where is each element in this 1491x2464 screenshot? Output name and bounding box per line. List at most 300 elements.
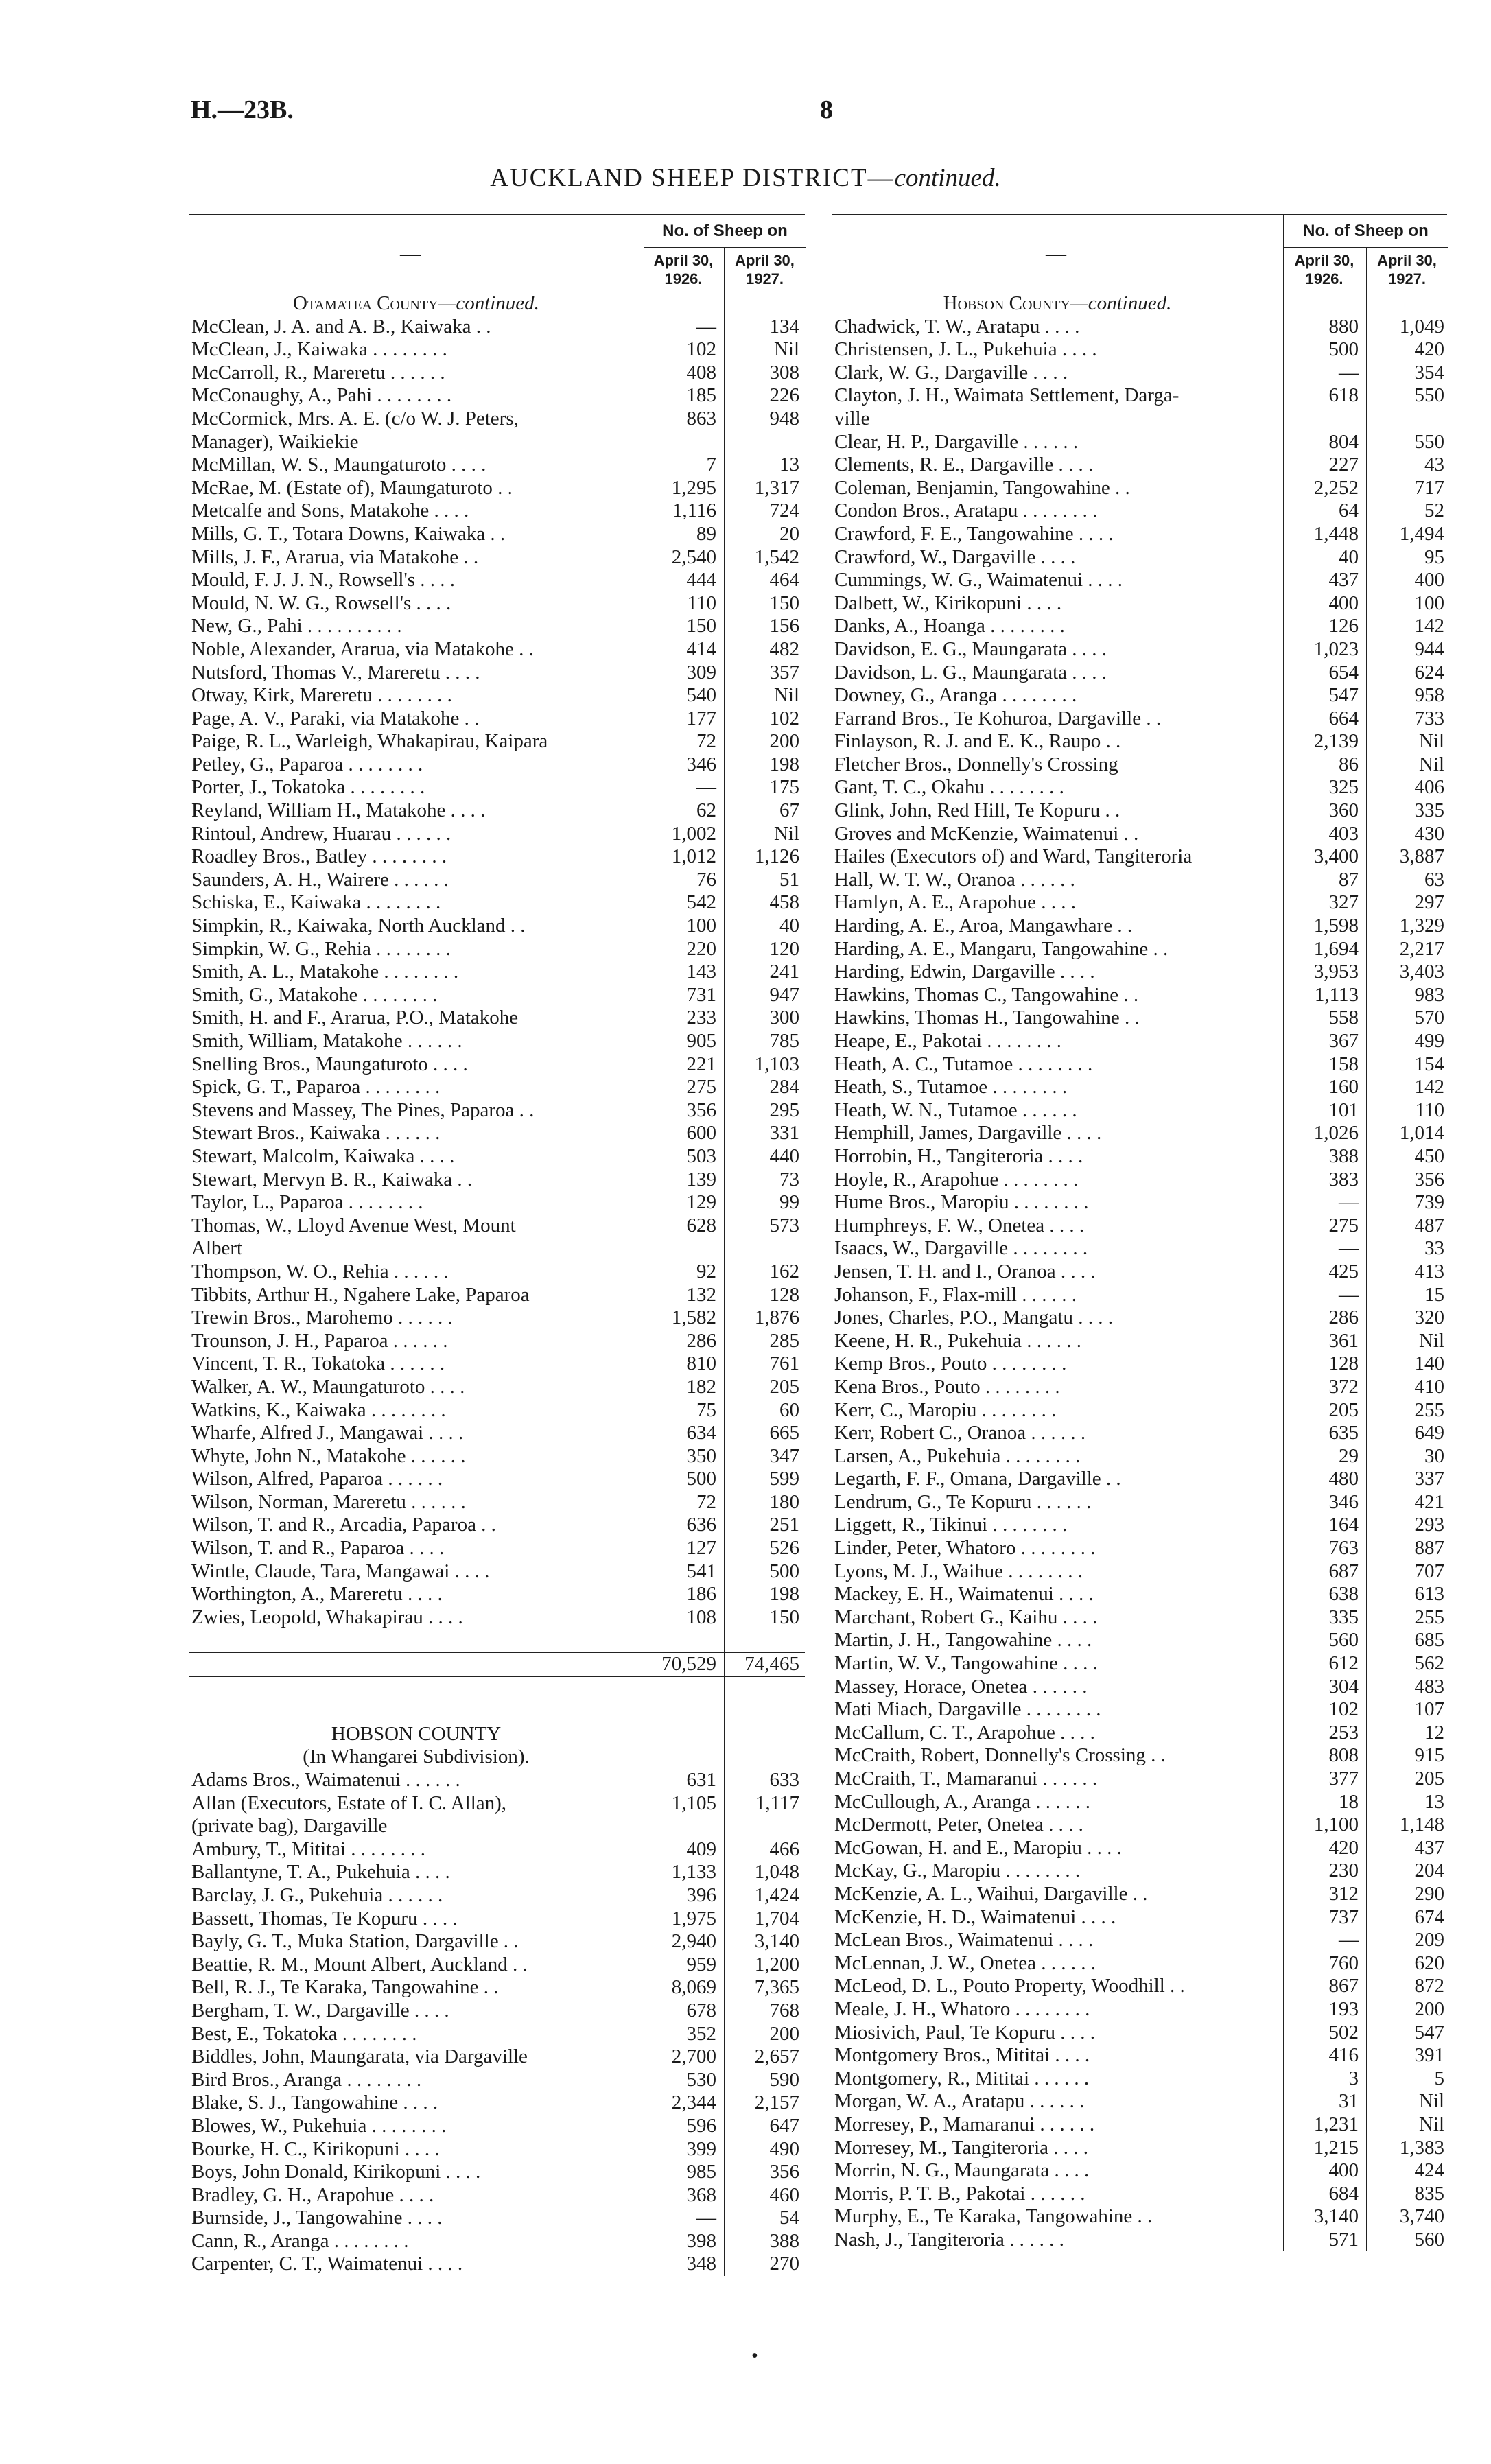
sheep-1926: 177 <box>686 707 716 729</box>
sheep-1927: 1,329 <box>1399 915 1444 937</box>
total-row <box>189 1652 805 1677</box>
sheep-1926: 737 <box>1328 1905 1359 1928</box>
table-row <box>832 1445 1447 1468</box>
sheep-1927: 43 <box>1424 454 1444 476</box>
sheep-1926: 76 <box>696 868 716 891</box>
sheep-1927: 835 <box>1414 2182 1444 2205</box>
section-heading <box>832 292 1447 316</box>
table-row <box>189 2161 805 2184</box>
sheep-1927: 51 <box>779 868 799 891</box>
sheep-1926: 3,140 <box>1313 2205 1359 2228</box>
owner-name: McRae, M. (Estate of), Maungaturoto . . <box>191 476 513 499</box>
owner-name: Danks, A., Hoanga . . . . . . . . <box>834 615 1065 637</box>
sheep-1927: 547 <box>1414 2021 1444 2043</box>
owner-name: Kena Bros., Pouto . . . . . . . . <box>834 1375 1060 1398</box>
owner-name: Thomas, W., Lloyd Avenue West, Mount <box>191 1214 516 1236</box>
table-row <box>189 961 805 984</box>
owner-name: Condon Bros., Aratapu . . . . . . . . <box>834 500 1098 522</box>
owner-name: Stewart, Mervyn B. R., Kaiwaka . . <box>191 1168 473 1190</box>
owner-name: Adams Bros., Waimatenui . . . . . . <box>191 1769 460 1791</box>
sheep-1927: 570 <box>1414 1007 1444 1029</box>
sheep-1927: 887 <box>1414 1537 1444 1560</box>
sheep-1927: 421 <box>1414 1490 1444 1513</box>
owner-name: Rintoul, Andrew, Huarau . . . . . . <box>191 822 451 845</box>
owner-name: Glink, John, Red Hill, Te Kopuru . . <box>834 799 1120 822</box>
owner-name: Davidson, L. G., Maungarata . . . . <box>834 661 1107 683</box>
owner-name: Hailes (Executors of) and Ward, Tangiteroria <box>834 845 1193 868</box>
title-suffix: continued. <box>894 164 1001 192</box>
sheep-1926: 1,448 <box>1313 522 1359 545</box>
table-row <box>189 869 805 892</box>
sheep-1927: 110 <box>1415 1099 1444 1121</box>
sheep-1926: 500 <box>686 1468 716 1490</box>
table-row <box>832 1215 1447 1238</box>
owner-name: Cann, R., Aranga . . . . . . . . <box>191 2229 409 2252</box>
sheep-1927: 347 <box>769 1444 799 1467</box>
sheep-1927: 297 <box>1414 891 1444 914</box>
sheep-1927: 180 <box>769 1490 799 1513</box>
sheep-1926: 1,012 <box>671 845 716 868</box>
sheep-1927: 391 <box>1414 2044 1444 2067</box>
table-row <box>832 408 1447 431</box>
sheep-1926: 143 <box>686 961 716 983</box>
sheep-1927: 140 <box>1414 1352 1444 1375</box>
sheep-1926: 985 <box>686 2161 716 2183</box>
sheep-1926: — <box>1339 361 1359 384</box>
sheep-1926: 62 <box>696 799 716 822</box>
table-row <box>832 1814 1447 1837</box>
owner-name: Lendrum, G., Te Kopuru . . . . . . <box>834 1490 1092 1513</box>
sheep-1926: 87 <box>1339 868 1359 891</box>
sheep-1926: 867 <box>1328 1975 1359 1997</box>
sheep-1927: 154 <box>1414 1053 1444 1075</box>
owner-name: Dalbett, W., Kirikopuni . . . . <box>834 591 1062 614</box>
owner-name: New, G., Pahi . . . . . . . . . . <box>191 615 402 637</box>
sheep-1926: 1,023 <box>1313 637 1359 660</box>
table-row <box>832 1998 1447 2021</box>
sheep-1926: 1,295 <box>671 476 716 499</box>
sheep-1927: 52 <box>1424 500 1444 522</box>
table-row <box>189 1376 805 1399</box>
table-row <box>832 730 1447 753</box>
table-row <box>189 1514 805 1537</box>
owner-name: Beattie, R. M., Mount Albert, Auckland . . <box>191 1953 528 1975</box>
sheep-1927: 107 <box>1414 1698 1444 1721</box>
sheep-1926: 193 <box>1328 1997 1359 2020</box>
owner-name: Lyons, M. J., Waihue . . . . . . . . <box>834 1560 1083 1582</box>
sheep-1927: 388 <box>769 2229 799 2252</box>
sheep-1926: 560 <box>1328 1629 1359 1652</box>
sheep-1927: 1,014 <box>1399 1122 1444 1145</box>
sheep-1926: 3,953 <box>1313 961 1359 983</box>
owner-name: Best, E., Tokatoka . . . . . . . . <box>191 2022 417 2045</box>
table-row <box>832 938 1447 961</box>
table-row <box>832 1859 1447 1883</box>
sheep-1927: 142 <box>1414 1076 1444 1099</box>
sheep-1927: 200 <box>769 2022 799 2045</box>
owner-name: Mills, J. F., Ararua, via Matakohe . . <box>191 545 479 568</box>
sheep-1927: 120 <box>769 937 799 960</box>
sheep-1927: 948 <box>769 407 799 430</box>
sheep-1926: 92 <box>696 1260 716 1282</box>
sheep-1926: — <box>696 315 716 338</box>
owner-name: Mati Miach, Dargaville . . . . . . . . <box>834 1698 1101 1721</box>
table-row <box>832 1422 1447 1445</box>
owner-name: Crawford, F. E., Tangowahine . . . . <box>834 522 1114 545</box>
owner-name: Keene, H. R., Pukehuia . . . . . . <box>834 1329 1082 1352</box>
table-row <box>189 1953 805 1977</box>
sheep-1927: 270 <box>769 2253 799 2275</box>
table-row <box>189 1099 805 1123</box>
sheep-1926: 110 <box>687 591 716 614</box>
sheep-1926: 127 <box>686 1537 716 1560</box>
owner-name: Farrand Bros., Te Kohuroa, Dargaville . . <box>834 707 1162 729</box>
sheep-1927: 872 <box>1414 1975 1444 1997</box>
owner-name: Massey, Horace, Onetea . . . . . . <box>834 1675 1088 1698</box>
sheep-1926: 129 <box>686 1191 716 1214</box>
sheep-1927: 633 <box>769 1769 799 1791</box>
col-1927-header: April 30, 1927. <box>724 248 805 292</box>
sheep-1926: 500 <box>1328 338 1359 361</box>
sheep-1927: 560 <box>1414 2228 1444 2251</box>
sheep-1926: 1,133 <box>671 1861 716 1884</box>
sheep-1927: 3,403 <box>1399 961 1444 983</box>
table-row <box>832 500 1447 523</box>
sheep-1926: 101 <box>1328 1099 1359 1121</box>
sheep-1927: 102 <box>769 707 799 729</box>
owner-name: Petley, G., Paparoa . . . . . . . . <box>191 753 423 775</box>
sheep-1926: 678 <box>686 1999 716 2021</box>
sheep-1926: 388 <box>1328 1145 1359 1167</box>
sheep-1926: — <box>696 2207 716 2229</box>
sheep-1926: 150 <box>686 615 716 637</box>
sheep-1926: 2,252 <box>1313 476 1359 499</box>
sheep-1926: 1,100 <box>1313 1814 1359 1836</box>
sheep-1926: 275 <box>686 1076 716 1099</box>
table-row <box>832 1053 1447 1077</box>
owner-name: Noble, Alexander, Ararua, via Matakohe . . <box>191 637 534 660</box>
table-row <box>189 2230 805 2253</box>
sheep-1927: 285 <box>769 1329 799 1352</box>
sheep-1927: 128 <box>769 1283 799 1306</box>
sheep-1926: 1,215 <box>1313 2136 1359 2159</box>
owner-name: McKay, G., Maropiu . . . . . . . . <box>834 1859 1081 1882</box>
sheep-1927: 437 <box>1414 1836 1444 1859</box>
section-heading-text: Otamatea County—continued. <box>293 292 539 314</box>
owner-name: Smith, William, Matakohe . . . . . . <box>191 1030 462 1052</box>
table-row <box>189 2138 805 2161</box>
page-title <box>0 163 1491 193</box>
table-row <box>832 338 1447 362</box>
owner-name: Morrin, N. G., Maungarata . . . . <box>834 2159 1090 2182</box>
sheep-1926: 558 <box>1328 1007 1359 1029</box>
table-row <box>832 2021 1447 2045</box>
sheep-1927: 357 <box>769 661 799 683</box>
sheep-1926: 40 <box>1339 545 1359 568</box>
table-row <box>832 2044 1447 2067</box>
table-row <box>832 1122 1447 1145</box>
sheep-1926: 186 <box>686 1583 716 1606</box>
owner-name: Smith, G., Matakohe . . . . . . . . <box>191 983 438 1006</box>
sheep-1926: 2,344 <box>671 2091 716 2114</box>
sheep-1927: Nil <box>773 822 799 845</box>
owner-name: Barclay, J. G., Pukehuia . . . . . . <box>191 1884 443 1906</box>
owner-name: Horrobin, H., Tangiteroria . . . . <box>834 1145 1083 1167</box>
sheep-1927: 2,157 <box>754 2091 799 2114</box>
table-row <box>189 1076 805 1099</box>
sheep-1926: 72 <box>696 730 716 753</box>
sheep-1927: 1,424 <box>754 1884 799 1906</box>
sheep-1927: 983 <box>1414 983 1444 1006</box>
sheep-1926: 348 <box>686 2253 716 2275</box>
sheep-1926: 227 <box>1328 454 1359 476</box>
table-row <box>189 1030 805 1053</box>
sheep-1926: 760 <box>1328 1951 1359 1974</box>
sheep-1927: 947 <box>769 983 799 1006</box>
table-row <box>189 1769 805 1792</box>
sheep-1927: 550 <box>1414 430 1444 453</box>
table-row <box>189 384 805 408</box>
owner-name: Harding, Edwin, Dargaville . . . . <box>834 961 1095 983</box>
sheep-1927: 724 <box>769 500 799 522</box>
sheep-1927: 150 <box>769 591 799 614</box>
sheep-1926: 126 <box>1328 615 1359 637</box>
sheep-1927: 300 <box>769 1007 799 1029</box>
table-row <box>189 1169 805 1192</box>
blank-row <box>189 1629 805 1652</box>
owner-name: Albert <box>191 1237 243 1260</box>
sheep-1926: 2,139 <box>1313 730 1359 753</box>
table-row <box>189 500 805 523</box>
page-mark: • <box>751 2345 758 2367</box>
sheep-1927: Nil <box>1418 1329 1444 1352</box>
table-row <box>832 1975 1447 1998</box>
sheep-1926: 233 <box>686 1007 716 1029</box>
sheep-1926: 352 <box>686 2022 716 2045</box>
owner-name: Mould, N. W. G., Rowsell's . . . . <box>191 591 451 614</box>
sheep-1926: 628 <box>686 1214 716 1236</box>
table-row <box>189 1145 805 1169</box>
table-row <box>832 1491 1447 1514</box>
sheep-1927: 20 <box>779 522 799 545</box>
owner-name: Thompson, W. O., Rehia . . . . . . <box>191 1260 449 1282</box>
owner-name: Wilson, T. and R., Paparoa . . . . <box>191 1537 445 1560</box>
sheep-count-group-label: No. of Sheep on <box>644 215 806 248</box>
table-row <box>832 2205 1447 2229</box>
table-row <box>832 1007 1447 1030</box>
sheep-1927: 13 <box>1424 1790 1444 1813</box>
table-row <box>832 2137 1447 2160</box>
sheep-1927: 761 <box>769 1352 799 1375</box>
sheep-1927: 665 <box>769 1422 799 1444</box>
table-row <box>189 1237 805 1260</box>
owner-name: Liggett, R., Tikinui . . . . . . . . <box>834 1514 1068 1536</box>
table-row <box>189 1330 805 1353</box>
table-row <box>832 684 1447 707</box>
owner-name: Murphy, E., Te Karaka, Tangowahine . . <box>834 2205 1153 2228</box>
sheep-1927: 356 <box>1414 1168 1444 1190</box>
sheep-1926: 327 <box>1328 891 1359 914</box>
owner-name: Burnside, J., Tangowahine . . . . <box>191 2207 443 2229</box>
sheep-1926: 182 <box>686 1375 716 1398</box>
sheep-1927: 356 <box>769 2161 799 2183</box>
sheep-1927: 1,542 <box>754 545 799 568</box>
sheep-1926: 636 <box>686 1514 716 1536</box>
table-row <box>832 984 1447 1007</box>
sheep-1926: 185 <box>686 384 716 407</box>
table-row <box>189 1053 805 1077</box>
owner-name: Martin, J. H., Tangowahine . . . . <box>834 1629 1092 1652</box>
table-row <box>189 1191 805 1215</box>
owner-name: Miosivich, Paul, Te Kopuru . . . . <box>834 2021 1096 2043</box>
blank-row <box>189 1700 805 1723</box>
table-row <box>189 1930 805 1953</box>
sheep-1926: 377 <box>1328 1768 1359 1790</box>
left-table-header <box>189 215 805 292</box>
owner-name: Biddles, John, Maungarata, via Dargaville <box>191 2045 528 2068</box>
sheep-1927: 200 <box>769 730 799 753</box>
table-row <box>832 823 1447 846</box>
sheep-1926: 367 <box>1328 1030 1359 1052</box>
table-row <box>189 1908 805 1931</box>
owner-name: McKenzie, A. L., Waihui, Dargaville . . <box>834 1882 1148 1905</box>
table-row <box>189 1884 805 1908</box>
owner-name: Hoyle, R., Arapohue . . . . . . . . <box>834 1168 1079 1190</box>
owner-name: Wilson, T. and R., Arcadia, Paparoa . . <box>191 1514 496 1536</box>
table-row <box>189 408 805 431</box>
owner-name: Groves and McKenzie, Waimatenui . . <box>834 822 1139 845</box>
table-row <box>832 915 1447 938</box>
sheep-1927: 620 <box>1414 1951 1444 1974</box>
owner-name: McCarroll, R., Mareretu . . . . . . <box>191 361 445 384</box>
sheep-1927: 60 <box>779 1398 799 1421</box>
table-row <box>832 592 1447 615</box>
sheep-1927: 12 <box>1424 1721 1444 1744</box>
table-row <box>832 707 1447 731</box>
sheep-1926: 416 <box>1328 2044 1359 2067</box>
sheep-1926: 350 <box>686 1444 716 1467</box>
table-row <box>832 845 1447 869</box>
table-row <box>832 1169 1447 1192</box>
sheep-1926: 635 <box>1328 1422 1359 1444</box>
sheep-1927: 785 <box>769 1030 799 1052</box>
section-heading-text: (In Whangarei Subdivision). <box>303 1746 530 1768</box>
owner-name: Wintle, Claude, Tara, Mangawai . . . . <box>191 1560 490 1582</box>
sheep-1927: 3,740 <box>1399 2205 1444 2228</box>
owner-name: McGowan, H. and E., Maropiu . . . . <box>834 1836 1122 1859</box>
sheep-1927: 308 <box>769 361 799 384</box>
sheep-1926: 1,026 <box>1313 1122 1359 1145</box>
sheep-1926: 420 <box>1328 1836 1359 1859</box>
sheep-1926: 600 <box>686 1122 716 1145</box>
sheep-1926: 530 <box>686 2068 716 2091</box>
sheep-1926: 503 <box>686 1145 716 1167</box>
table-row <box>832 661 1447 685</box>
sheep-1926: 400 <box>1328 2159 1359 2182</box>
sheep-1926: 437 <box>1328 569 1359 591</box>
owner-name: McDermott, Peter, Onetea . . . . <box>834 1814 1083 1836</box>
sheep-1926: 863 <box>686 407 716 430</box>
owner-name: Morresey, M., Tangiteroria . . . . <box>834 2136 1089 2159</box>
sheep-1927: 205 <box>1414 1768 1444 1790</box>
sheep-1926: 638 <box>1328 1583 1359 1606</box>
sheep-1926: 286 <box>686 1329 716 1352</box>
table-row <box>832 891 1447 915</box>
owner-name: Simpkin, R., Kaiwaka, North Auckland . . <box>191 915 526 937</box>
owner-name: Wilson, Alfred, Paparoa . . . . . . <box>191 1468 443 1490</box>
sheep-1927: 599 <box>769 1468 799 1490</box>
sheep-1927: 295 <box>769 1099 799 1121</box>
table-row <box>832 1906 1447 1929</box>
sheep-1926: 400 <box>1328 591 1359 614</box>
owner-name: Blowes, W., Pukehuia . . . . . . . . <box>191 2114 447 2137</box>
table-row <box>189 2207 805 2230</box>
owner-name: Crawford, W., Dargaville . . . . <box>834 545 1076 568</box>
table-row <box>832 1399 1447 1422</box>
table-row <box>189 823 805 846</box>
sheep-1926: 409 <box>686 1838 716 1860</box>
owner-name: Smith, H. and F., Ararua, P.O., Matakohe <box>191 1007 519 1029</box>
sheep-1926: 425 <box>1328 1260 1359 1282</box>
sheep-1927: 320 <box>1414 1306 1444 1329</box>
left-table-body <box>189 292 805 2276</box>
sheep-1926: 1,694 <box>1313 937 1359 960</box>
sheep-1927: 293 <box>1414 1514 1444 1536</box>
owner-name: Vincent, T. R., Tokatoka . . . . . . <box>191 1352 445 1375</box>
sheep-1926: 139 <box>686 1168 716 1190</box>
table-row <box>189 1999 805 2023</box>
sheep-1927: 1,048 <box>754 1861 799 1884</box>
owner-name: Tibbits, Arthur H., Ngahere Lake, Paparoa <box>191 1283 530 1306</box>
sheep-1926: 160 <box>1328 1076 1359 1099</box>
table-row <box>189 1815 805 1838</box>
owner-name: Morresey, P., Mamaranui . . . . . . <box>834 2113 1095 2135</box>
sheep-1926: 1,231 <box>1313 2113 1359 2135</box>
table-row <box>189 730 805 753</box>
owner-name: Wilson, Norman, Mareretu . . . . . . <box>191 1490 466 1513</box>
table-row <box>832 1629 1447 1652</box>
table-row <box>189 546 805 570</box>
owner-name: Reyland, William H., Matakohe . . . . <box>191 799 486 822</box>
sheep-1926: 8,069 <box>671 1976 716 1999</box>
sheep-1927: 1,049 <box>1399 315 1444 338</box>
sheep-1927: 73 <box>779 1168 799 1190</box>
sheep-1926: 368 <box>686 2183 716 2206</box>
sheep-1927: 430 <box>1414 822 1444 845</box>
owner-name: Spick, G. T., Paparoa . . . . . . . . <box>191 1076 441 1099</box>
owner-name: Coleman, Benjamin, Tangowahine . . <box>834 476 1130 499</box>
table-row <box>189 984 805 1007</box>
owner-name: Clements, R. E., Dargaville . . . . <box>834 454 1094 476</box>
section-heading-text: HOBSON COUNTY <box>331 1722 502 1745</box>
table-row <box>832 1952 1447 1975</box>
sheep-1926: 1,002 <box>671 822 716 845</box>
owner-name: (private bag), Dargaville <box>191 1815 388 1838</box>
sheep-1927: Nil <box>1418 2113 1444 2135</box>
sheep-1927: 3,887 <box>1399 845 1444 868</box>
sheep-1926: 684 <box>1328 2182 1359 2205</box>
sheep-1926: — <box>1339 1237 1359 1260</box>
table-row <box>832 961 1447 984</box>
sheep-1926: 687 <box>1328 1560 1359 1582</box>
table-row <box>832 384 1447 408</box>
table-row <box>832 776 1447 799</box>
sheep-1926: 102 <box>1328 1698 1359 1721</box>
sheep-1927: Nil <box>1418 2090 1444 2113</box>
table-row <box>832 1352 1447 1376</box>
blank-row <box>189 1677 805 1700</box>
owner-name: Wharfe, Alfred J., Mangawai . . . . <box>191 1422 464 1444</box>
